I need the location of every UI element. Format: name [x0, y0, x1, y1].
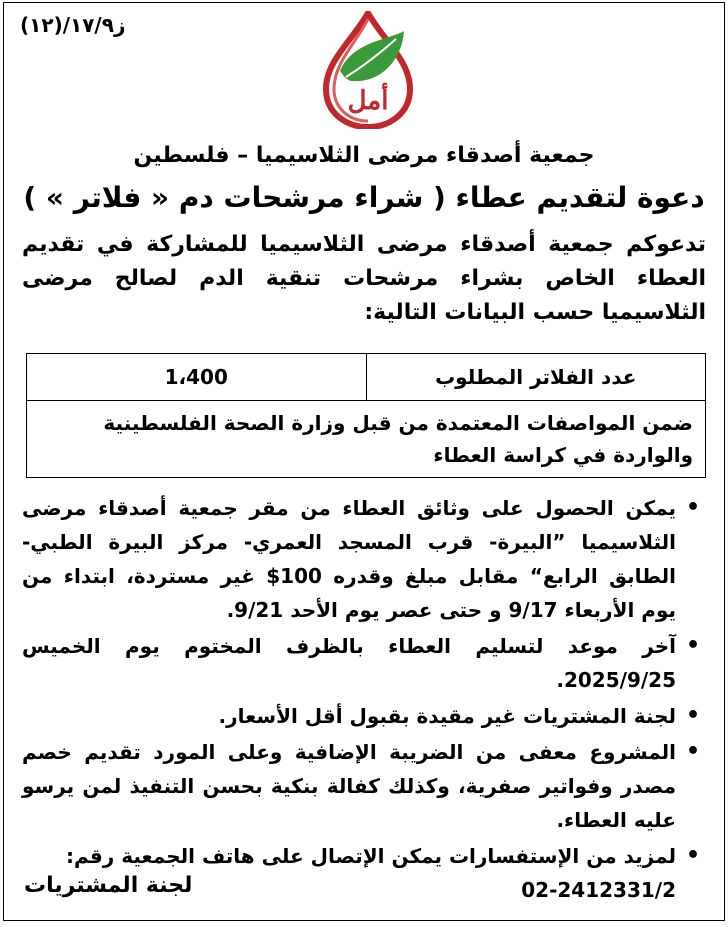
intro-paragraph: تدعوكم جمعية أصدقاء مرضى الثلاسيميا للمشاركة في تقديم العطاء الخاص بشراء مرشحات تنقية الدم لصالح مرضى الثلاسيميا حسب البيانات التالية:: [22, 232, 706, 325]
conditions-list: [22, 491, 704, 909]
filters-count-value: 1،400: [164, 365, 228, 389]
contact-text: لمزيد من الإستفسارات يمكن الإتصال على هاتف الجمعية رقم:: [65, 844, 676, 868]
spec-note: ضمن المواصفات المعتمدة من قبل وزارة الصحة الفلسطينية والواردة في كراسة العطاء: [103, 411, 693, 467]
filters-count-label: عدد الفلاتر المطلوب: [366, 354, 706, 400]
spec-table-row: [27, 354, 705, 401]
organization-name: جمعية أصدقاء مرضى الثلاسيميا – فلسطين: [133, 143, 595, 168]
tender-announcement: [3, 2, 725, 921]
reference-number: ز١٧/٩/(١٢): [20, 13, 126, 37]
signature: لجنة المشتريات: [24, 873, 193, 898]
logo-text: أمل: [347, 86, 389, 116]
list-item: • آخر موعد لتسليم العطاء بالظرف المختوم يوم الخميس 2025/9/25.: [22, 629, 704, 697]
list-item: • المشروع معفى من الضريبة الإضافية وعلى المورد تقديم خصم مصدر وفواتير صفرية، وكذلك كفالة بنكية بحسن التنفيذ لمن يرسو عليه العطاء.: [22, 735, 704, 837]
drop-leaf-icon: [312, 11, 424, 129]
phone-number: 02-2412331/2: [521, 878, 676, 902]
list-item: • لجنة المشتريات غير مقيدة بقبول أقل الأسعار.: [22, 699, 704, 733]
list-item: • يمكن الحصول على وثائق العطاء من مقر جمعية أصدقاء مرضى الثلاسيميا ”البيرة- قرب المسجد العمري- مركز البيرة الطبي- الطابق الرابع“ مقابل مبلغ وقدره 100$ غير مستردة، ابتداء من يوم الأربعاء 9/17 و حتى عصر يوم الأحد 9/21.: [22, 491, 704, 627]
spec-table: [26, 353, 706, 478]
page-title: دعوة لتقديم عطاء ( شراء مرشحات دم « فلاتر » ): [23, 181, 705, 214]
amal-logo: [312, 11, 424, 129]
